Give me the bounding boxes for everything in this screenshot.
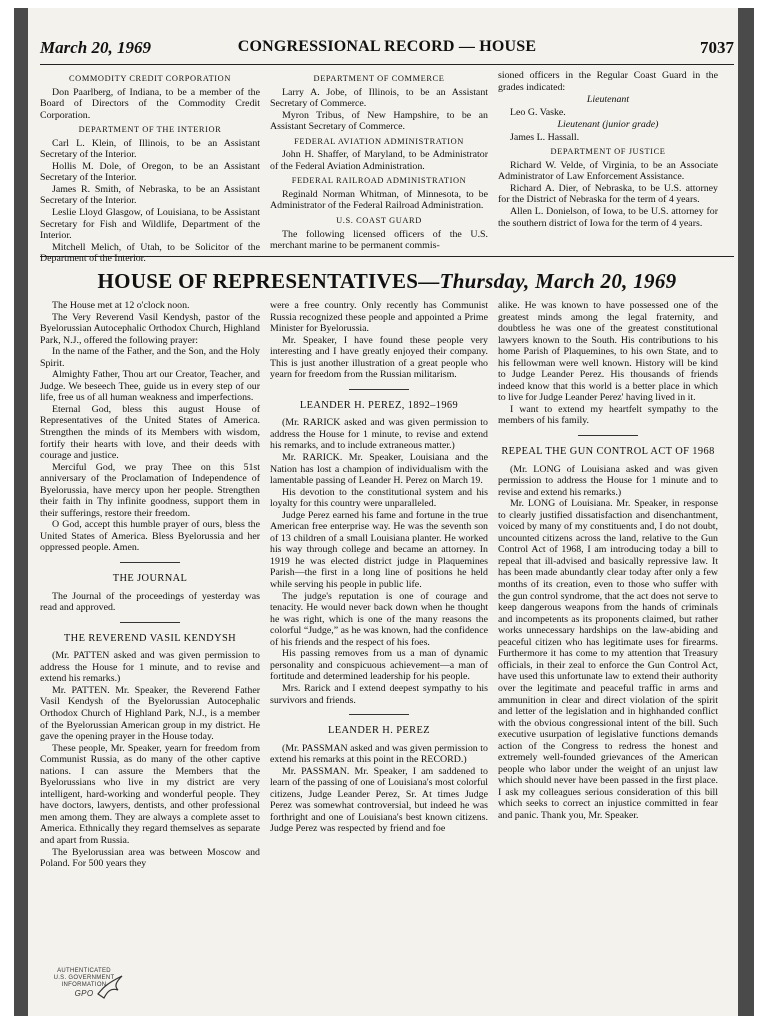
body-column-1 [40,300,260,870]
paragraph: Larry A. Jobe, of Illinois, to be an Assistant Secretary of Commerce. [270,86,488,110]
seal-line-3: INFORMATION [61,982,107,988]
seal-line-1: AUTHENTICATED [57,968,111,974]
paragraph: Myron Tribus, of New Hampshire, to be an Assistant Secretary of Commerce. [270,109,488,133]
paragraph: Mr. PATTEN. Mr. Speaker, the Reverend Father Vasil Kendysh of the Byelorussian Autocephalic Orthodox Church of Highland Park, N.J., is a member of the Byelorussian American group in my district. He gave the opening prayer in the House today. [40,684,260,743]
paragraph: Mr. PASSMAN. Mr. Speaker, I am saddened to learn of the passing of one of Louisiana's most colorful citizens, Judge Leander Perez, Sr. At times Judge Perez was somewhat controversial, but indeed he was forthright and one of Louisiana's best known citizens. Judge Perez was respected by friend and foe [270,765,488,835]
section-rule [40,256,734,257]
paragraph: Eternal God, bless this august House of Representatives of the United States of America. Strengthen the minds of its Members with wisdom, fortify their hearts with love, and their deeds with courage and justice. [40,403,260,462]
body-column-2 [270,300,488,835]
grade-label: Lieutenant [586,94,630,106]
house-heading-prefix: HOUSE OF REPRESENTATIVES— [97,269,440,293]
paragraph: Merciful God, we pray Thee on this 51st anniversary of the Proclamation of Independence of Byelorussia, have mercy upon her people. Strengthen their faith in Thy infinite goodness, support them in their sufferings, restore their freedom. [40,461,260,519]
paragraph: John H. Shaffer, of Maryland, to be Administrator of the Federal Aviation Administration. [270,149,488,172]
subheading: COMMODITY CREDIT CORPORATION [69,74,231,83]
paragraph: Leo G. Vaske. [510,106,566,118]
paragraph: (Mr. PATTEN asked and was given permission to address the House for 1 minute, and to revise and extend his remarks.) [40,650,260,685]
section-divider [578,435,638,436]
paragraph: Mr. RARICK. Mr. Speaker, Louisiana and the Nation has lost a champion of individualism with the lamentable passing of Leander H. Perez on March 19. [270,452,488,487]
scan-border-left [14,8,28,1016]
paragraph: Mrs. Rarick and I extend deepest sympathy to his survivors and friends. [270,682,488,706]
paragraph: Richard W. Velde, of Virginia, to be an Associate Administrator of Law Enforcement Assistance. [498,159,718,183]
house-heading-date: Thursday, March 20, 1969 [439,269,677,293]
section-divider [349,714,409,715]
paragraph: The judge's reputation is one of courage and tenacity. He would never back down when he thought he was right, which is one of the many reasons the colorful “Judge,” as he was known, had the confidence of his friends and the respect of his foes. [270,590,488,648]
subheading: DEPARTMENT OF COMMERCE [313,74,445,83]
paragraph: These people, Mr. Speaker, yearn for freedom from Communist Russia, as do many of the other captive nations. I can assure the Members that the Byelorussians who live in my district are very intelligent, hard-working and wonderful people. They have doctors, lawyers, dentists, and other professional men among them. They are always a complete asset to America. Ethnically they regard themselves as separate and apart from Russia. [40,742,260,846]
paragraph: His devotion to the constitutional system and his loyalty for this country were unparalleled. [270,486,488,510]
paragraph: were a free country. Only recently has Communist Russia recognized these people and appointed a Prime Minister for Byelorussia. [270,300,488,335]
paragraph: (Mr. RARICK asked and was given permission to address the House for 1 minute, to revise and extend his remarks, and to include extraneous matter.) [270,417,488,452]
paragraph: alike. He was known to have possessed one of the greatest minds among the legal fraternity, and doubtless he was one of the greatest constitutional lawyers known to the South. His contributions to his home Parish of Plaquemines, to his own State, and to his fellowman were well known. History will be kind to Judge Leander Perez. His thousands of friends indeed know that this world is a better place in which to live for Judge Leander Perez' having lived in it. [498,300,718,404]
paragraph: I want to extend my heartfelt sympathy to the members of his family. [498,403,718,427]
paragraph: Mitchell Melich, of Utah, to be Solicitor of the Department of the Interior. [40,241,260,265]
section-heading: THE JOURNAL [112,573,188,585]
section-heading: REPEAL THE GUN CONTROL ACT OF 1968 [501,446,715,458]
grade-label: Lieutenant (junior grade) [557,119,659,131]
paragraph: Leslie Lloyd Glasgow, of Louisiana, to be Assistant Secretary for Fish and Wildlife, Department of the Interior. [40,207,260,242]
paragraph: The Journal of the proceedings of yesterday was read and approved. [40,590,260,614]
section-heading: LEANDER H. PEREZ, 1892–1969 [299,399,459,411]
paragraph: The Byelorussian area was between Moscow and Poland. For 500 years they [40,846,260,870]
body-column-3 [498,300,718,822]
section-divider [349,389,409,390]
paragraph: In the name of the Father, and the Son, and the Holy Spirit. [40,346,260,369]
paragraph: James R. Smith, of Nebraska, to be an Assistant Secretary of the Interior. [40,183,260,207]
section-divider [120,622,180,623]
subheading: DEPARTMENT OF JUSTICE [550,147,666,157]
subheading: FEDERAL AVIATION ADMINISTRATION [294,136,464,146]
paragraph: The following licensed officers of the U.S. merchant marine to be permanent commis- [270,228,488,252]
section-divider [120,562,180,563]
paragraph: Hollis M. Dole, of Oregon, to be an Assistant Secretary of the Interior. [40,160,260,184]
section-heading: LEANDER H. PEREZ [328,725,430,737]
paragraph: Almighty Father, Thou art our Creator, Teacher, and Judge. We beseech Thee, guide us in every step of our life, free us of all human weakness and imperfections. [40,369,260,404]
paragraph: Carl L. Klein, of Illinois, to be an Assistant Secretary of the Interior. [40,137,260,161]
paragraph: (Mr. PASSMAN asked and was given permission to extend his remarks at this point in the RECORD.) [270,742,488,766]
page-number: 7037 [700,38,734,57]
subheading: DEPARTMENT OF THE INTERIOR [78,125,222,135]
paragraph: The House met at 12 o'clock noon. [52,300,190,311]
paragraph: The Very Reverend Vasil Kendysh, pastor of the Byelorussian Autocephalic Orthodox Church, Highland Park, N.J., offered the following prayer: [40,311,260,346]
section-heading: THE REVEREND VASIL KENDYSH [63,632,237,644]
paragraph: O God, accept this humble prayer of ours, bless the United States of America. Bless Byelorussia and her oppressed people. Amen. [40,519,260,554]
paragraph: Don Paarlberg, of Indiana, to be a member of the Board of Directors of the Commodity Credit Corporation. [40,86,260,121]
nominations-column-2 [270,70,488,252]
seal-line-2: U.S. GOVERNMENT [53,975,115,981]
paragraph: Richard A. Dier, of Nebraska, to be U.S. attorney for the District of Nebraska for the term of 4 years. [498,182,718,206]
subheading: U.S. COAST GUARD [336,216,422,226]
header-title: CONGRESSIONAL RECORD — HOUSE [237,38,537,55]
paragraph: Reginald Norman Whitman, of Minnesota, to be Administrator of the Federal Railroad Administration. [270,188,488,212]
paragraph: sioned officers in the Regular Coast Guard in the grades indicated: [498,70,718,93]
seal-gpo: GPO [74,989,94,998]
house-heading [40,269,734,294]
header-rule [40,64,734,65]
paragraph: Mr. LONG of Louisiana. Mr. Speaker, in response to clearly justified dissatisfaction and disenchantment, voiced by many of my constituents and, I do not doubt, uncounted citizens across the land, relative to the Gun Control Act of 1968, I am introducing today a bill to repeal that ill-advised and basically repressive law. It has been made abundantly clear today after only a few months of its creation, even to those who suffer with the gun control syndrome, that the act does not serve to keep dangerous weapons from the hands of criminals and incompetents as its proponents claimed, but rather works unnecessary hardships on the law-abiding and peaceful citizen who has legitimate uses for firearms. Furthermore it has come to my attention that Treasury officials, in their zeal to enforce the Gun Control Act, have used this unfortunate law to extend their authority over the legitimate and peaceful traffic in arms and ammunition in clear and direct violation of the spirit and letter of the legislation and in highhanded conflict with the obvious congressional intent of the bill. Such executive usurpation of legislative functions demands action of the Congress to redress the honest and extremely well-founded grievances of the American people who labor under the weight of an unjust law which should never have been passed in the first place. I ask my colleagues serious consideration of this bill which seeks to correct an injustice committed in fear and panic. Thank you, Mr. Speaker. [498,498,718,821]
nominations-column-3 [498,70,718,229]
subheading: FEDERAL RAILROAD ADMINISTRATION [291,176,467,186]
paragraph: (Mr. LONG of Louisiana asked and was given permission to address the House for 1 minute and to revise and extend his remarks.) [498,463,718,498]
paragraph: His passing removes from us a man of dynamic personality and conspicuous achievement—a man of fortitude and determined leadership for his people. [270,648,488,683]
scan-border-right [738,8,754,1016]
eagle-icon [96,972,126,1002]
paragraph: Mr. Speaker, I have found these people very interesting and I have greatly enjoyed their company. This is just another illustration of a great people who yearn for freedom from the Russian militarism. [270,334,488,381]
nominations-column-1 [40,70,260,265]
paragraph: Judge Perez earned his fame and fortune in the true American free enterprise way. He was the seventh son of 13 children of a small Louisiana planter. He worked his way through college and became an attorney. In 1919 he was elected district judge in Plaquemines Parish—the first in a long line of positions he held while serving his people in public life. [270,509,488,591]
running-header [40,38,734,62]
header-date: March 20, 1969 [40,38,151,57]
paragraph: James L. Hassall. [510,131,580,143]
paragraph: Allen L. Donielson, of Iowa, to be U.S. attorney for the southern district of Iowa for the term of 4 years. [498,206,718,229]
